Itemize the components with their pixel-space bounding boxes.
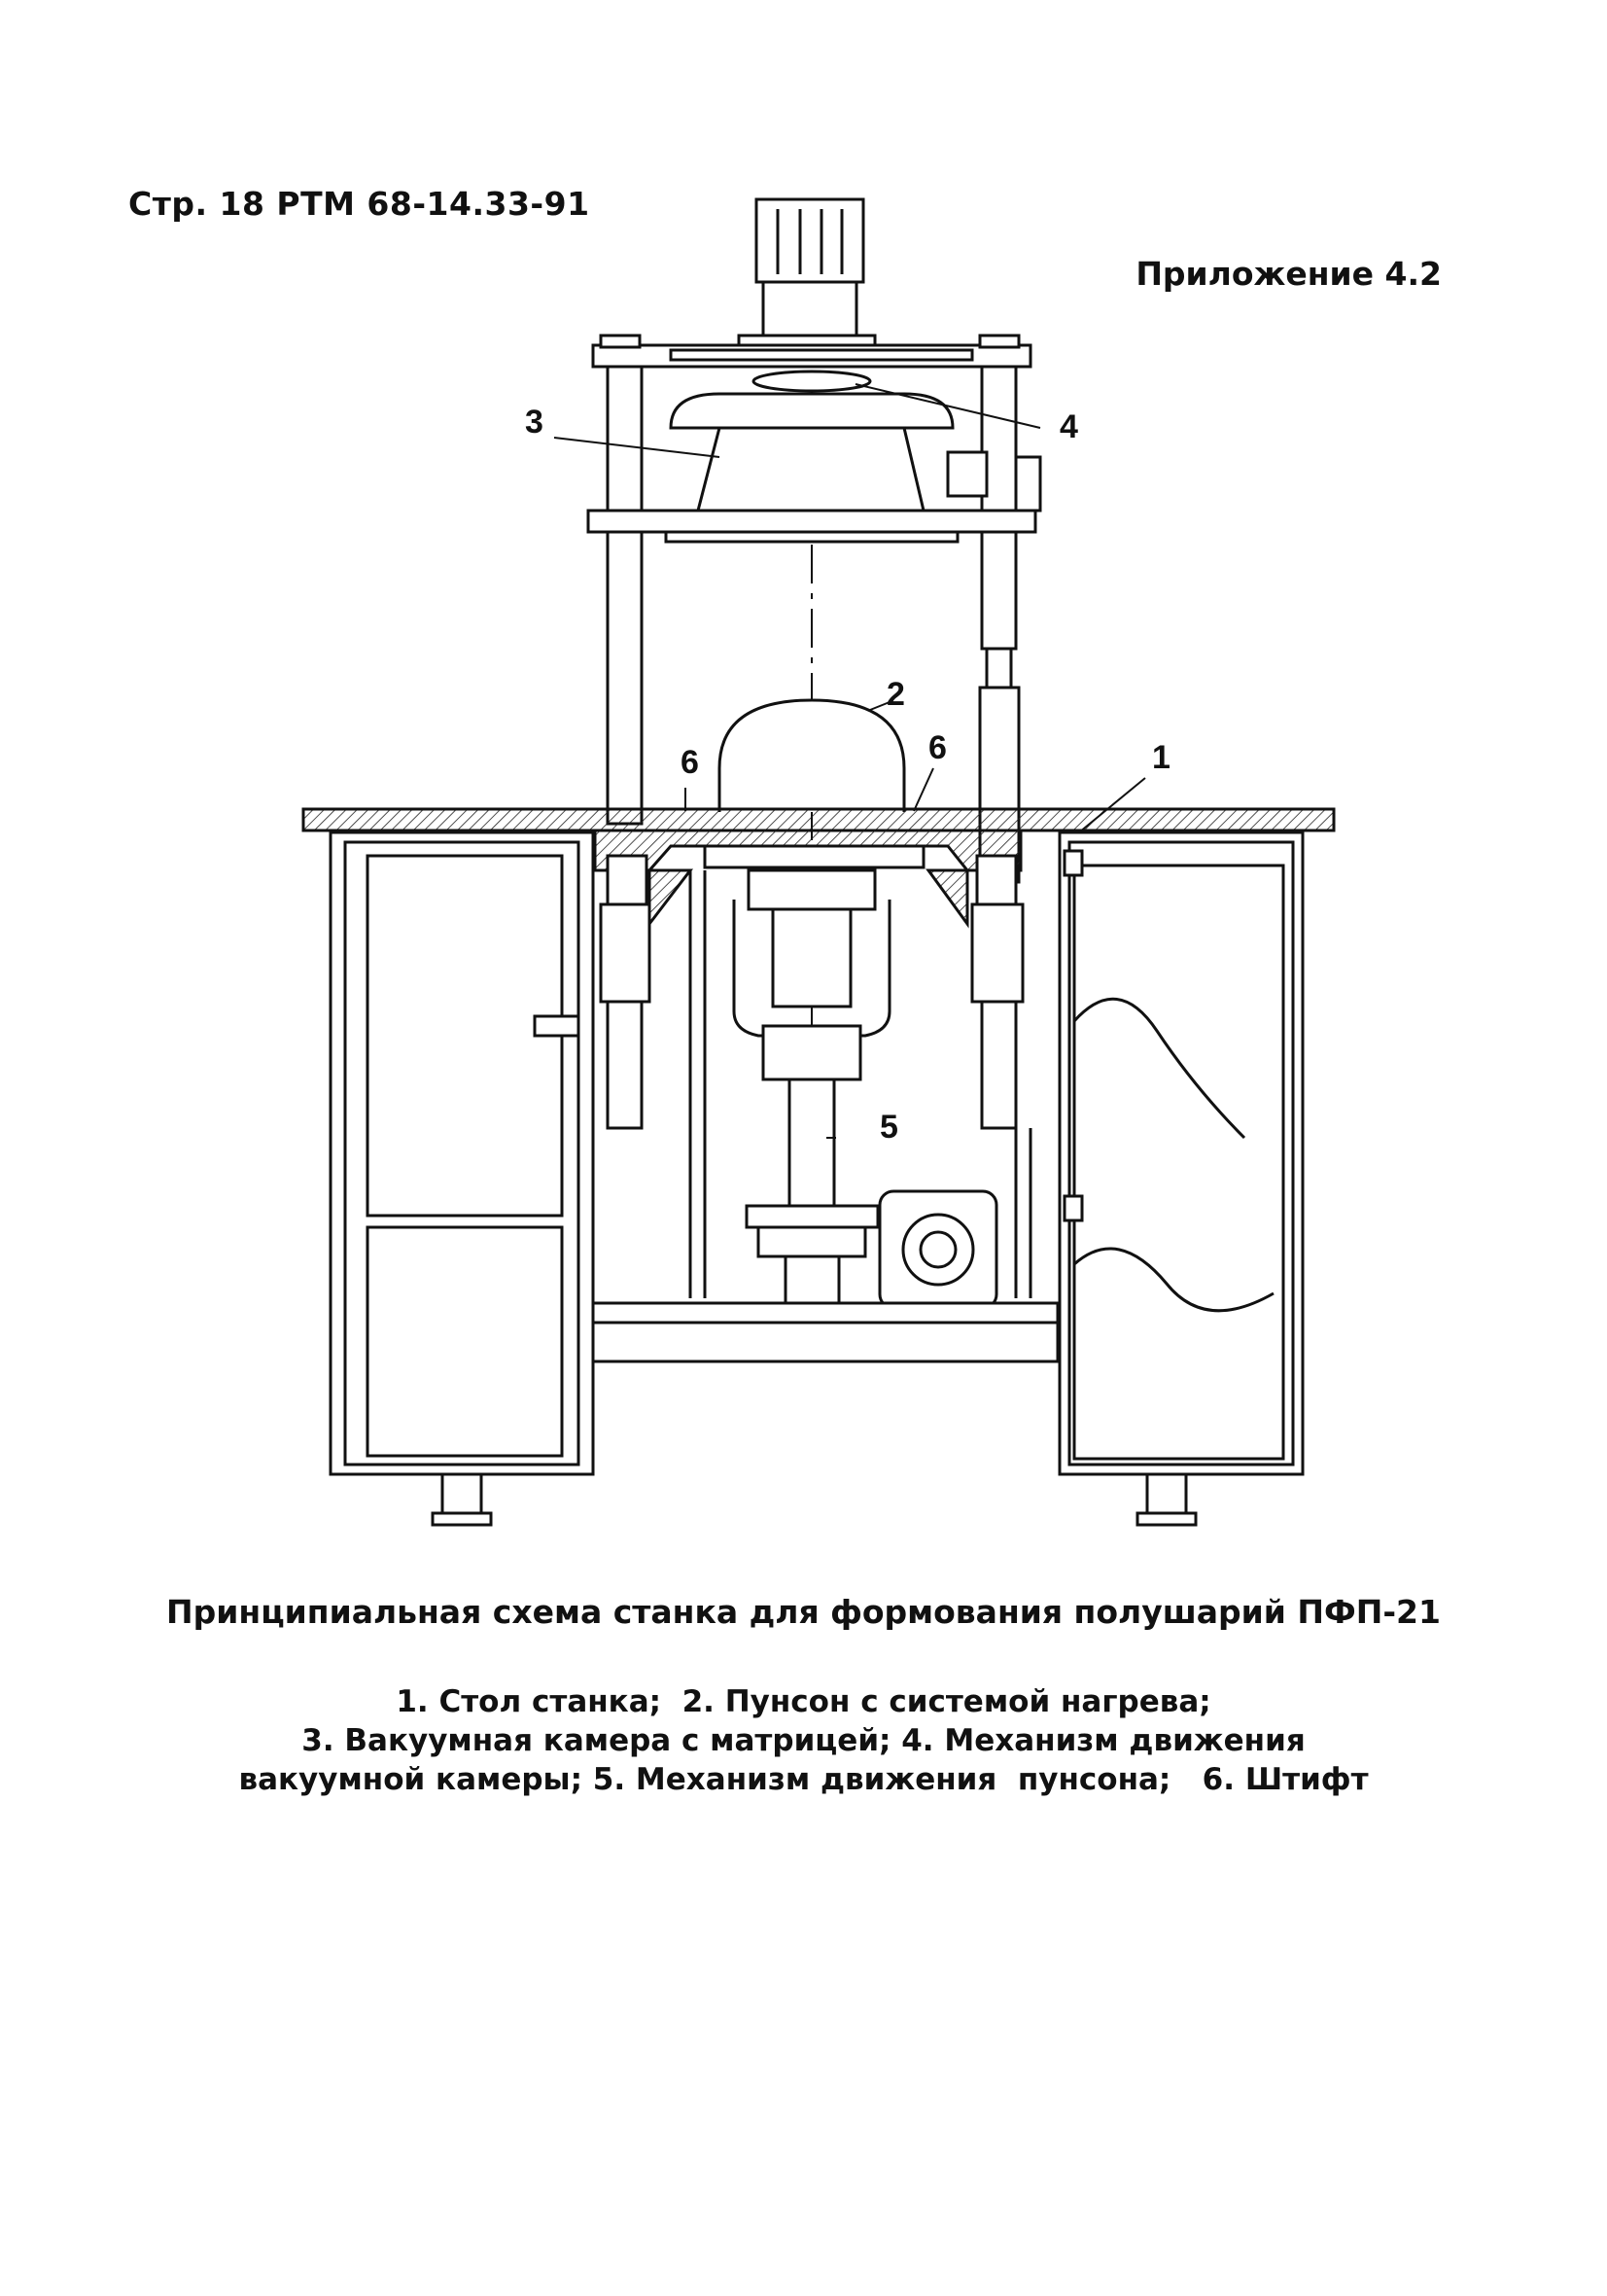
page-reference: Стр. 18 РТМ 68-14.33-91 (128, 185, 590, 223)
left-cabinet (331, 832, 593, 1525)
legend-line: вакуумной камеры; 5. Механизм движения пунсона; 6. Штифт (238, 1762, 1369, 1797)
callout-3: 3 (525, 404, 543, 441)
callout-2: 2 (887, 676, 905, 713)
base-frame (591, 1323, 1058, 1361)
callout-5: 5 (880, 1109, 898, 1146)
legend-line: 1. Стол станка; 2. Пунсон с системой нагрева; (396, 1684, 1211, 1719)
callout-4: 4 (1060, 408, 1078, 445)
punch-dome (719, 700, 904, 812)
right-cabinet (1060, 832, 1303, 1525)
figure-title: Принципиальная схема станка для формования полушарий ПФП-21 (166, 1593, 1441, 1631)
callout-6-left: 6 (681, 744, 699, 781)
figure-legend (0, 1682, 1607, 1799)
legend-line: 3. Вакуумная камера с матрицей; 4. Механизм движения (301, 1723, 1306, 1758)
punch-drive (734, 870, 996, 1315)
motor (739, 199, 875, 345)
callout-6-right: 6 (928, 729, 947, 766)
vacuum-chamber (588, 371, 1040, 542)
callout-1: 1 (1152, 739, 1170, 776)
appendix-label: Приложение 4.2 (1135, 255, 1442, 293)
